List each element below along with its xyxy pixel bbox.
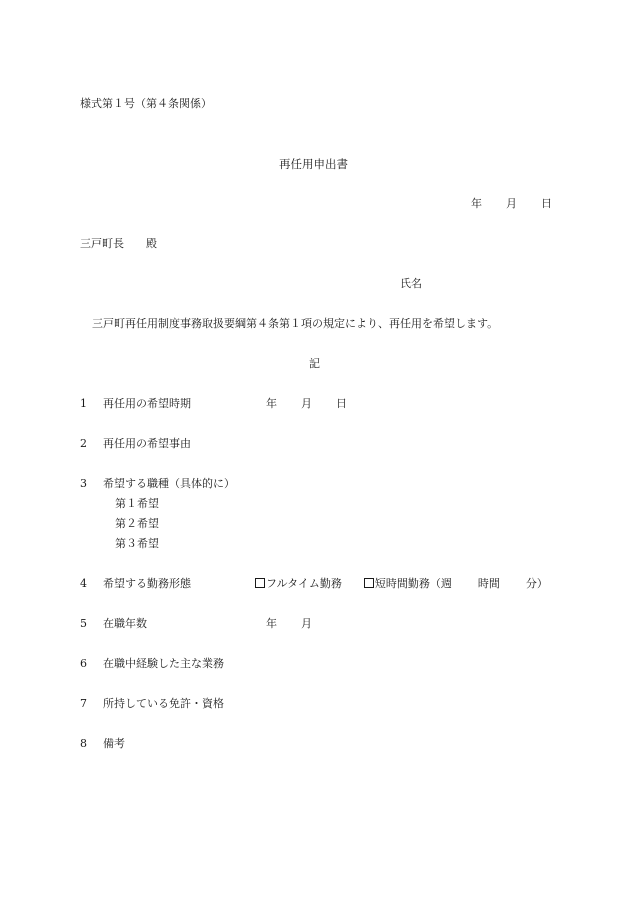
statement: 三戸町再任用制度事務取扱要綱第４条第１項の規定により、再任用を希望します。 <box>92 317 499 330</box>
full-time-label: フルタイム勤務 <box>266 577 342 590</box>
item-label: 在職年数 <box>103 617 147 630</box>
submission-date <box>471 197 552 211</box>
applicant-name-label: 氏名 <box>400 277 422 290</box>
item-2 <box>80 437 191 451</box>
date-day-unit: 日 <box>541 197 552 210</box>
item-6 <box>80 657 224 671</box>
item-month-unit: 月 <box>301 397 312 410</box>
ki-heading: 記 <box>309 357 320 370</box>
minutes-unit: 分） <box>525 577 548 590</box>
item-label: 在職中経験した主な業務 <box>103 657 224 670</box>
form-number: 様式第１号（第４条関係） <box>80 97 212 110</box>
item-year-unit: 年 <box>266 397 277 410</box>
item-3 <box>80 477 235 491</box>
item-year-unit: 年 <box>266 617 277 630</box>
item-day-unit: 日 <box>336 397 347 410</box>
item-8 <box>80 737 125 751</box>
checkbox-icon[interactable] <box>255 578 265 588</box>
short-time-option[interactable] <box>364 577 452 590</box>
item-4 <box>80 577 548 591</box>
item-label: 希望する勤務形態 <box>103 577 191 590</box>
item-label: 備考 <box>103 737 125 750</box>
date-month-unit: 月 <box>506 197 517 210</box>
item-number: 7 <box>80 697 87 710</box>
item-5 <box>80 617 312 631</box>
addressee-name: 三戸町長 <box>80 237 124 250</box>
job-choice-1: 第１希望 <box>115 497 159 510</box>
item-1 <box>80 397 347 411</box>
addressee-honorific: 殿 <box>146 237 157 250</box>
item-number: 4 <box>80 577 87 590</box>
document-title: 再任用申出書 <box>279 157 348 171</box>
hours-unit: 時間 <box>477 577 500 590</box>
checkbox-icon[interactable] <box>364 578 374 588</box>
item-label: 再任用の希望事由 <box>103 437 191 450</box>
item-number: 6 <box>80 657 87 670</box>
item-label: 所持している免許・資格 <box>103 697 224 710</box>
full-time-option[interactable] <box>255 577 342 590</box>
item-number: 5 <box>80 617 87 630</box>
item-number: 3 <box>80 477 87 490</box>
job-choice-3: 第３希望 <box>115 537 159 550</box>
job-choice-2: 第２希望 <box>115 517 159 530</box>
short-time-label: 短時間勤務（週 <box>374 577 452 590</box>
date-year-unit: 年 <box>471 197 482 210</box>
item-number: 8 <box>80 737 87 750</box>
item-number: 1 <box>80 397 87 410</box>
item-month-unit: 月 <box>301 617 312 630</box>
item-label: 再任用の希望時期 <box>103 397 191 410</box>
addressee <box>80 237 157 251</box>
item-number: 2 <box>80 437 87 450</box>
item-label: 希望する職種（具体的に） <box>103 477 235 490</box>
item-7 <box>80 697 224 711</box>
